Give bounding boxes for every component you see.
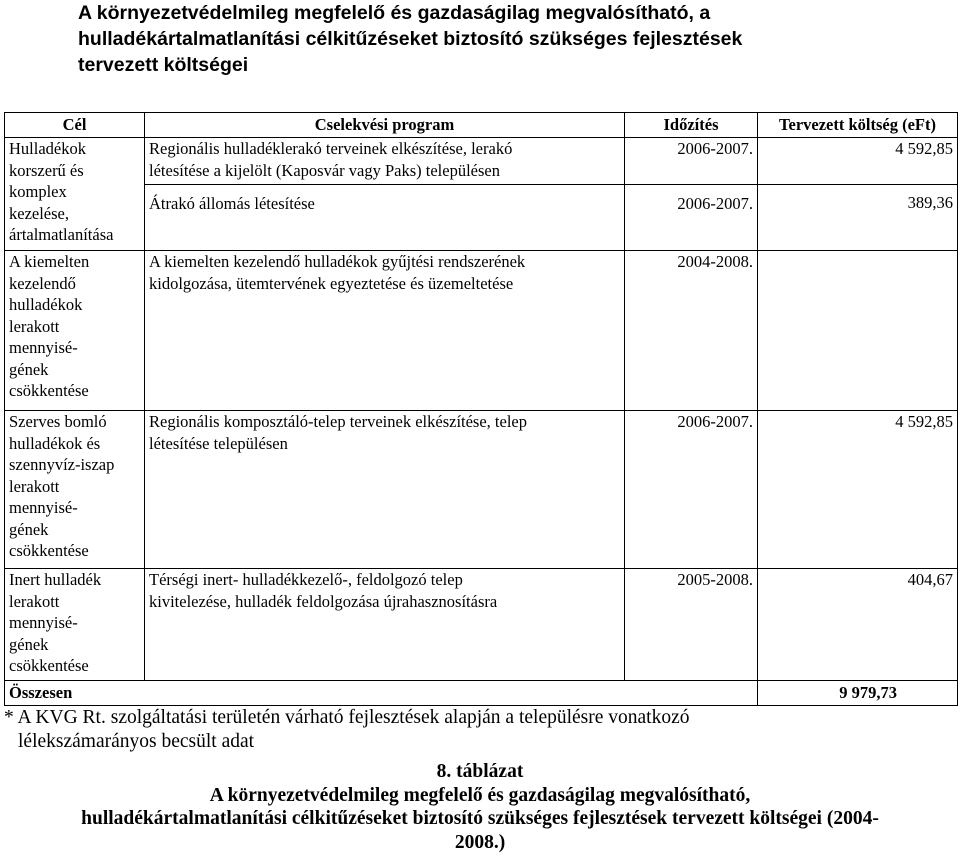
caption-line: 2008.) [454, 831, 506, 853]
total-row [5, 681, 958, 706]
table-row [5, 185, 958, 251]
timing-cell: 2004-2008. [625, 251, 758, 411]
program-cell: Regionális komposztáló-telep terveinek elkészítése, telep létesítése településen [145, 411, 625, 569]
page-heading [78, 0, 938, 78]
table-row [5, 138, 958, 185]
timing-cell: 2006-2007. [625, 138, 758, 185]
footnote [4, 706, 894, 754]
table-row [5, 251, 958, 411]
table-row [5, 569, 958, 681]
header-cel: Cél [5, 113, 145, 138]
footnote-line: lélekszámarányos becsült adat [18, 731, 255, 752]
header-idozites: Időzítés [625, 113, 758, 138]
timing-cell: 2006-2007. [625, 411, 758, 569]
caption-number: 8. táblázat [436, 761, 524, 782]
caption-line: A környezetvédelmileg megfelelő és gazdaságilag megvalósítható, [209, 784, 751, 806]
caption-line: hulladékártalmatlanítási célkitűzéseket biztosító szükséges fejlesztések tervezett költségei (2004- [81, 808, 879, 829]
heading-line: hulladékártalmatlanítási célkitűzéseket biztosító szükséges fejlesztések [78, 28, 743, 50]
cost-cell: 4 592,85 [758, 138, 958, 185]
program-cell: Térségi inert- hulladékkezelő-, feldolgozó telep kivitelezése, hulladék feldolgozása újrahasznosításra [145, 569, 625, 681]
program-cell: Regionális hulladéklerakó terveinek elkészítése, lerakó létesítése a kijelölt (Kaposvár vagy Paks) településen [145, 138, 625, 185]
cost-cell: 404,67 [758, 569, 958, 681]
cost-cell: 389,36 [758, 185, 958, 251]
timing-cell: 2005-2008. [625, 569, 758, 681]
table-header-row [5, 113, 958, 138]
header-koltseg: Tervezett költség (eFt) [758, 113, 958, 138]
cel-cell: Szerves bomló hulladékok és szennyvíz-iszap lerakott mennyisé- gének csökkentése [5, 411, 145, 569]
program-cell: A kiemelten kezelendő hulladékok gyűjtési rendszerének kidolgozása, ütemtervének egyeztetése és üzemeltetése [145, 251, 625, 411]
total-value: 9 979,73 [758, 681, 958, 706]
cel-cell: A kiemelten kezelendő hulladékok lerakott mennyisé- gének csökkentése [5, 251, 145, 411]
header-program: Cselekvési program [145, 113, 625, 138]
cost-cell: 4 592,85 [758, 411, 958, 569]
program-cell: Átrakó állomás létesítése [145, 185, 625, 251]
total-label: Összesen [5, 681, 758, 706]
cel-cell: Inert hulladék lerakott mennyisé- gének csökkentése [5, 569, 145, 681]
table-caption [0, 760, 960, 854]
heading-line: tervezett költségei [78, 54, 249, 76]
heading-line: A környezetvédelmileg megfelelő és gazdaságilag megvalósítható, a [78, 2, 711, 24]
footnote-line: * A KVG Rt. szolgáltatási területén várható fejlesztések alapján a településre vonatkozó [4, 707, 690, 728]
cel-cell: Hulladékok korszerű és komplex kezelése, ártalmatlanítása [5, 138, 145, 251]
timing-cell: 2006-2007. [625, 185, 758, 251]
table-row [5, 411, 958, 569]
cost-table [4, 112, 958, 706]
cost-cell [758, 251, 958, 411]
